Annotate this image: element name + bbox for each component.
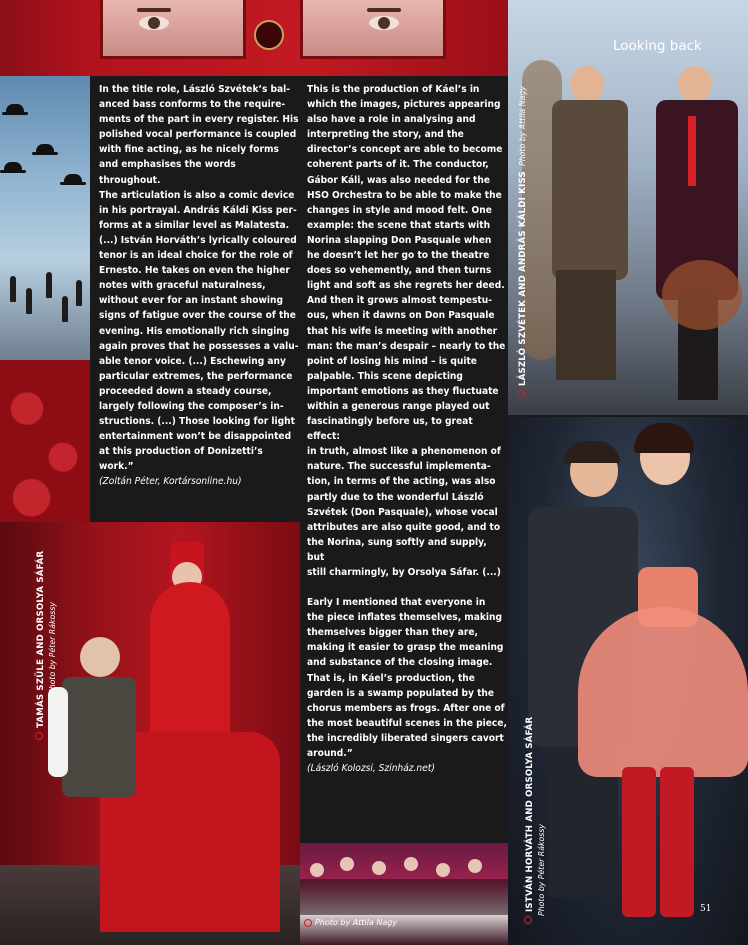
text-line: again proves that he possesses a valu- [99, 340, 299, 352]
text-line: That is, in Káel’s production, the [307, 672, 475, 684]
text-line: largely following the composer’s in- [99, 400, 284, 412]
text-line: in his portrayal. András Káldi Kiss per- [99, 204, 297, 216]
credit-right-bottom: Photo by Péter Rákossy [537, 823, 546, 916]
text-line: and emphasises the words throughout. [99, 159, 236, 186]
text-line: ments of the part in every register. His [99, 114, 299, 126]
text-line: polished vocal performance is coupled [99, 129, 297, 141]
text-line: particular extremes, the performance [99, 370, 293, 382]
red-roses-photo [0, 360, 90, 522]
text-line: interpreting the story, and the [307, 129, 464, 141]
text-line: point of losing his mind – is quite [307, 355, 477, 367]
eye-screen-left [100, 0, 246, 59]
text-line: garden is a swamp populated by the [307, 687, 495, 699]
text-line: changes in style and mood felt. One [307, 204, 492, 216]
clock-prop [254, 20, 284, 50]
text-line: coherent parts of it. The conductor, [307, 159, 489, 171]
text-line: does so vehemently, and then turns [307, 265, 492, 277]
text-line: anced bass conforms to the require- [99, 99, 286, 111]
text-line: tion, in terms of the acting, was also [307, 476, 496, 488]
text-line: Gábor Káli, was also needed for the [307, 174, 490, 186]
text-line: the piece inflates themselves, making [307, 612, 503, 624]
text-line: tenor is an ideal choice for the role of [99, 250, 293, 262]
text-line: proceeded down a steady course, [99, 385, 272, 397]
text-line: evening. His emotionally rich singing [99, 325, 290, 337]
text-line: In the title role, László Szvétek’s bal- [99, 84, 291, 95]
text-line: partly due to the wonderful László [307, 491, 484, 503]
text-line: Early I mentioned that everyone in [307, 597, 486, 609]
caption-bullet-icon [35, 732, 43, 740]
text-line: with fine acting, as he nicely forms [99, 144, 279, 156]
eye-screen-right [300, 0, 446, 59]
text-line: fascinatingly before us, to great effect: [307, 416, 473, 443]
caption-bullet-icon [517, 390, 525, 398]
text-line: HSO Orchestra to be able to make the [307, 189, 502, 201]
review-column-2 [307, 82, 507, 776]
text-line: forms at a similar level as Malatesta. [99, 219, 290, 231]
caption-right-top: LÁSZLÓ SZVÉTEK AND ANDRÁS KÁLDI KISS Photo by Attila Nagy [510, 86, 529, 398]
text-line: the incredibly liberated singers cavort [307, 732, 504, 744]
text-line: palpable. This scene depicting [307, 370, 463, 382]
caption-bullet-icon [304, 919, 312, 927]
top-banner-photo [0, 0, 508, 76]
text-line: notes with graceful naturalness, [99, 280, 266, 292]
text-line: able tenor voice. (...) Eschewing any [99, 355, 286, 367]
page-number: 51 [700, 904, 712, 914]
text-line: example: the scene that starts with [307, 219, 491, 231]
section-title: Looking back [613, 38, 702, 54]
text-line: themselves bigger than they are, [307, 627, 478, 639]
text-line: the Norina, sung softly and supply, but [307, 536, 487, 563]
caption-right-bottom: ISTVÁN HORVÁTH AND ORSOLYA SÁFÁR [517, 717, 536, 924]
text-line: The articulation is also a comic device [99, 189, 295, 201]
text-line: in truth, almost like a phenomenon of [307, 446, 501, 458]
text-line: still charmingly, by Orsolya Sáfar. (...) [307, 567, 501, 578]
review-source: (László Kolozsi, Színház.net) [307, 763, 435, 775]
text-line: (...) István Horváth’s lyrically coloured [99, 234, 297, 246]
text-line: nature. The successful implementa- [307, 461, 491, 473]
caption-bullet-icon [524, 916, 532, 924]
stage-photo-hats [0, 76, 90, 360]
text-line: within a generous range played out [307, 400, 490, 412]
text-line: This is the production of Káel’s in [307, 84, 480, 95]
text-line: entertainment won’t be disappointed [99, 431, 292, 443]
text-line: man: the man’s despair – nearly to the [307, 340, 506, 352]
text-line: which the images, pictures appearing [307, 99, 501, 111]
text-line: that his wife is meeting with another [307, 325, 498, 337]
caption-left-bottom: TAMÁS SZÜLE AND ORSOLYA SÁFÁR [28, 551, 47, 740]
text-line: Ernesto. He takes on even the higher [99, 265, 290, 277]
text-line: ous, when it dawns on Don Pasquale [307, 310, 495, 322]
text-line: Szvétek (Don Pasquale), whose vocal [307, 506, 498, 518]
chorus-photo [300, 843, 508, 945]
text-line: without ever for an instant showing [99, 295, 283, 307]
text-line: he doesn’t let her go to the theatre [307, 250, 490, 262]
caption-chorus: Photo by Attila Nagy [304, 918, 397, 927]
text-line: the most beautiful scenes in the piece, [307, 717, 507, 729]
text-line: also have a role in analysing and [307, 114, 476, 126]
text-line: light and soft as she regrets her deed. [307, 280, 505, 292]
text-line: structions. (...) Those looking for light [99, 416, 295, 428]
review-source: (Zoltán Péter, Kortársonline.hu) [99, 476, 242, 488]
text-line: around.” [307, 748, 353, 760]
text-line: signs of fatigue over the course of the [99, 310, 296, 322]
text-line: and substance of the closing image. [307, 657, 493, 669]
text-line: attributes are also quite good, and to [307, 521, 501, 533]
text-line: important emotions as they fluctuate [307, 385, 499, 397]
right-top-photo [508, 0, 748, 415]
credit-left-bottom: Photo by Péter Rákossy [48, 601, 57, 694]
review-column-1 [99, 82, 299, 490]
text-line: at this production of Donizetti’s work.” [99, 446, 263, 473]
text-line: chorus members as frogs. After one of [307, 702, 505, 714]
text-line: And then it grows almost tempestu- [307, 295, 492, 307]
text-line: director’s concept are able to become [307, 144, 503, 156]
text-line: making it easier to grasp the meaning [307, 642, 504, 654]
text-line: Norina slapping Don Pasquale when [307, 234, 492, 246]
